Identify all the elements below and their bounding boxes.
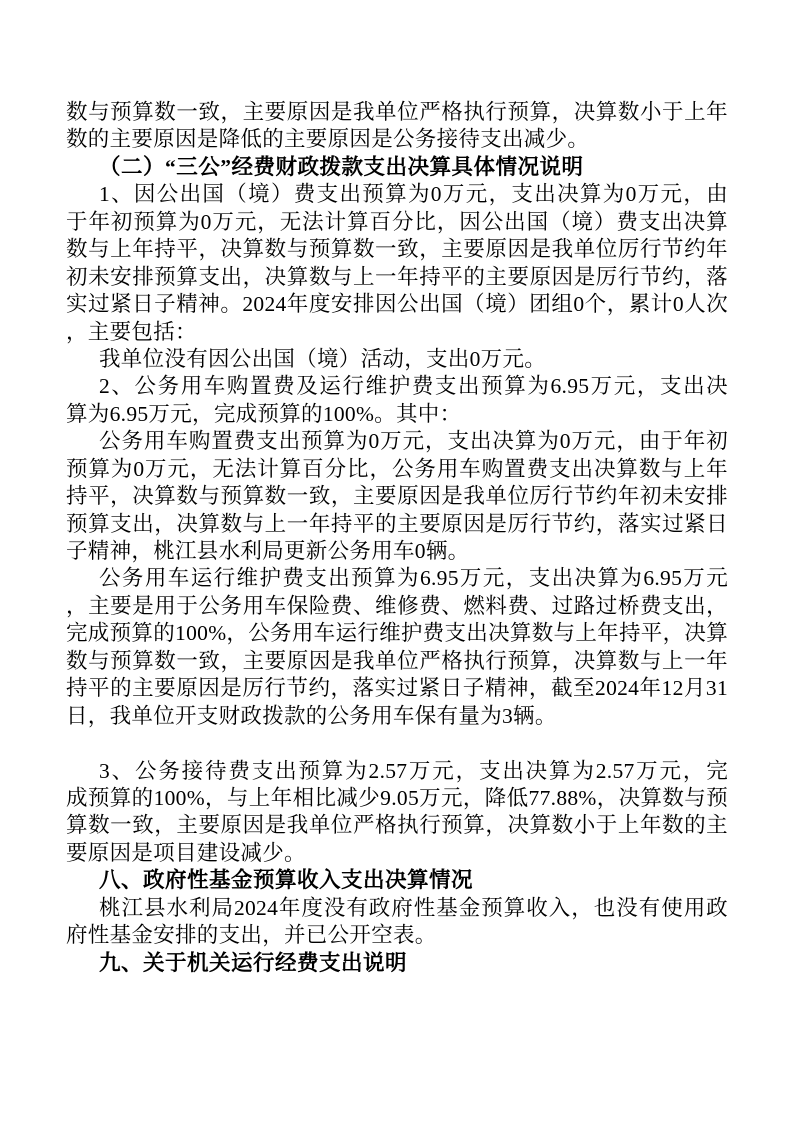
text-line: 3、公务接待费支出预算为2.57万元，支出决算为2.57万元，完	[99, 758, 728, 783]
text-line: 公务用车购置费支出预算为0万元，支出决算为0万元，由于年初	[99, 429, 728, 454]
text-line: 公务用车运行维护费支出预算为6.95万元，支出决算为6.95万元	[99, 566, 728, 591]
text-line: 我单位没有因公出国（境）活动，支出0万元。	[99, 346, 547, 371]
text-line: 实过紧日子精神。2024年度安排因公出国（境）团组0个，累计0人次	[66, 292, 728, 317]
document-text-block	[66, 99, 728, 977]
text-line: 初未安排预算支出，决算数与上一年持平的主要原因是厉行节约，落	[66, 264, 728, 289]
text-line: 算为6.95万元，完成预算的100%。其中：	[66, 401, 462, 426]
text-line: 于年初预算为0万元，无法计算百分比，因公出国（境）费支出决算	[66, 209, 728, 234]
text-line: 子精神，桃江县水利局更新公务用车0辆。	[66, 539, 470, 563]
text-line: 要原因是项目建设减少。	[66, 840, 306, 865]
text-line: 完成预算的100%，公务用车运行维护费支出决算数与上年持平，决算	[66, 621, 728, 646]
text-line: ，主要是用于公务用车保险费、维修费、燃料费、过路过桥费支出，	[66, 593, 728, 618]
section-heading: 九、关于机关运行经费支出说明	[99, 950, 408, 975]
text-line: 2、公务用车购置费及运行维护费支出预算为6.95万元，支出决	[99, 374, 728, 399]
text-line: 数与预算数一致，主要原因是我单位严格执行预算，决算数与上一年	[66, 648, 728, 673]
text-line: 预算支出，决算数与上一年持平的主要原因是厉行节约，落实过紧日	[66, 511, 728, 536]
text-line: 府性基金安排的支出，并已公开空表。	[66, 923, 437, 948]
text-line: 算数一致，主要原因是我单位严格执行预算，决算数小于上年数的主	[66, 813, 728, 838]
text-line: ，主要包括：	[66, 319, 197, 344]
text-line: 数与预算数一致，主要原因是我单位严格执行预算，决算数小于上年	[66, 100, 728, 124]
text-line: 持平，决算数与预算数一致，主要原因是我单位厉行节约年初未安排	[66, 484, 728, 509]
text-line: 持平的主要原因是厉行节约，落实过紧日子精神，截至2024年12月31	[66, 676, 728, 701]
text-line: 桃江县水利局2024年度没有政府性基金预算收入，也没有使用政	[99, 895, 728, 920]
text-line: 成预算的100%，与上年相比减少9.05万元，降低77.88%，决算数与预	[66, 785, 728, 810]
text-line: 1、因公出国（境）费支出预算为0万元，支出决算为0万元，由	[99, 182, 728, 207]
text-line: 预算为0万元，无法计算百分比，公务用车购置费支出决算数与上年	[66, 456, 728, 481]
text-line: 数与上年持平，决算数与预算数一致，主要原因是我单位厉行节约年	[66, 237, 728, 262]
blank-line	[66, 730, 728, 757]
text-line: 数的主要原因是降低的主要原因是公务接待支出减少。	[66, 127, 590, 152]
section-heading: （二）“三公”经费财政拨款支出决算具体情况说明	[99, 154, 584, 179]
text-line: 日，我单位开支财政拨款的公务用车保有量为3辆。	[66, 703, 557, 728]
section-heading: 八、政府性基金预算收入支出决算情况	[99, 868, 474, 893]
